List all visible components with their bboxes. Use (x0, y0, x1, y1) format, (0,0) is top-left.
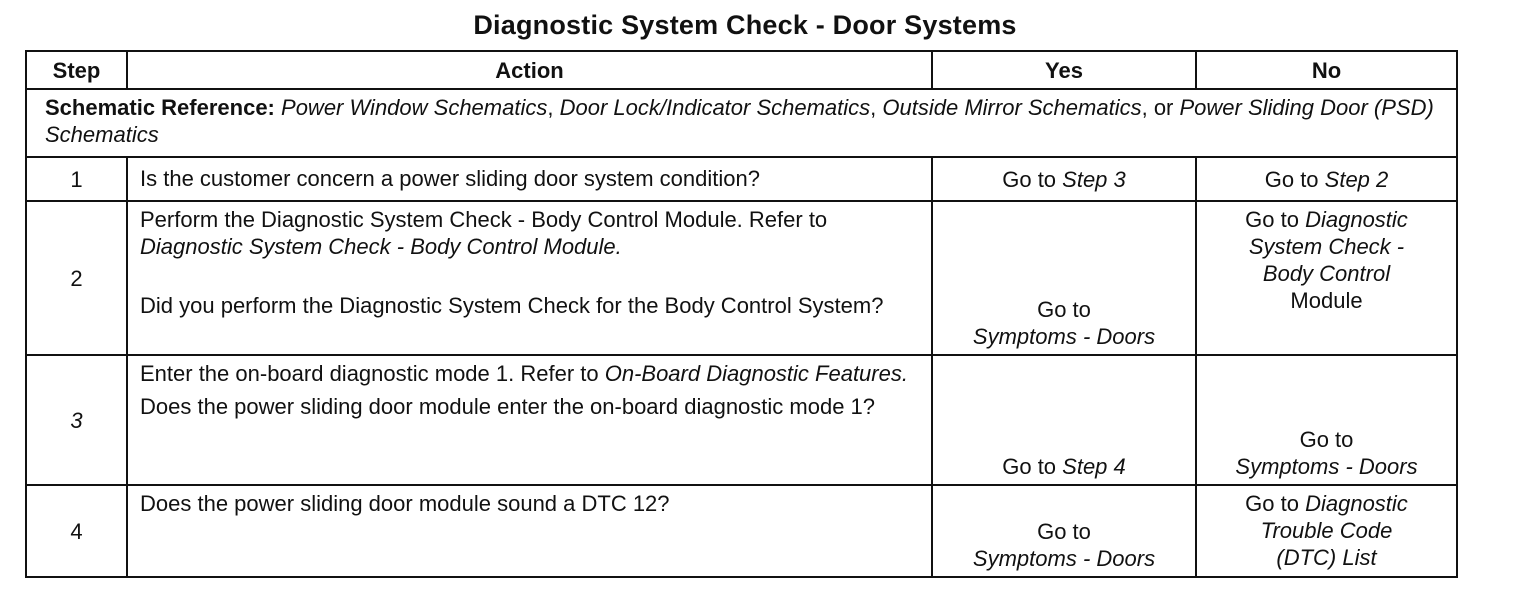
yes-cell (932, 157, 1196, 201)
no-cell (1196, 485, 1457, 577)
page-title: Diagnostic System Check - Door Systems (473, 10, 1017, 40)
yes-ref: Symptoms - Doors (972, 324, 1156, 349)
diagnostic-table (25, 50, 1458, 578)
no-suffix: Module (1290, 288, 1363, 313)
action-question: Did you perform the Diagnostic System Check for the Body Control System? (140, 293, 884, 318)
table-row (26, 201, 1457, 355)
action-ref: On-Board Diagnostic Features. (604, 361, 908, 386)
table-row (26, 355, 1457, 485)
schematic-sep: , (547, 95, 560, 120)
action-text: Is the customer concern a power sliding door system condition? (127, 157, 932, 201)
header-yes: Yes (932, 51, 1196, 89)
no-prefix: Go to (1264, 166, 1325, 192)
header-row (26, 51, 1457, 89)
action-cell (127, 355, 932, 485)
no-prefix: Go to (1245, 491, 1306, 516)
yes-ref: Symptoms - Doors (972, 546, 1156, 571)
action-text: Perform the Diagnostic System Check - Body Control Module. Refer to (140, 207, 828, 232)
no-cell (1196, 355, 1457, 485)
yes-ref: Step 3 (1062, 166, 1126, 192)
schematic-ref-outside-mirror: Outside Mirror Schematics (882, 95, 1142, 120)
no-cell (1196, 201, 1457, 355)
schematic-sep: , or (1141, 95, 1180, 120)
action-cell (127, 201, 932, 355)
spacer (140, 260, 919, 292)
yes-prefix: Go to (1002, 454, 1063, 479)
yes-cell (932, 355, 1196, 485)
table-row (26, 485, 1457, 577)
action-text: Enter the on-board diagnostic mode 1. Refer to (140, 361, 605, 386)
no-prefix: Go to (1299, 427, 1354, 452)
schematic-sep: , (870, 95, 883, 120)
no-cell (1196, 157, 1457, 201)
step-number: 2 (26, 201, 127, 355)
step-number: 3 (26, 355, 127, 485)
table-row (26, 157, 1457, 201)
header-no: No (1196, 51, 1457, 89)
yes-cell (932, 485, 1196, 577)
schematic-ref-power-window: Power Window Schematics (281, 95, 548, 120)
no-ref: Symptoms - Doors (1235, 454, 1418, 479)
yes-ref: Step 4 (1062, 454, 1126, 479)
header-action: Action (127, 51, 932, 89)
schematic-reference (26, 89, 1457, 157)
yes-cell (932, 201, 1196, 355)
step-number: 1 (26, 157, 127, 201)
no-ref: Step 2 (1324, 166, 1389, 192)
yes-prefix: Go to (1002, 166, 1063, 192)
action-ref: Diagnostic System Check - Body Control Module. (140, 234, 622, 259)
schematic-label: Schematic Reference: (45, 95, 275, 120)
yes-prefix: Go to (1037, 297, 1091, 322)
action-text: Does the power sliding door module sound a DTC 12? (127, 485, 932, 577)
schematic-ref-door-lock: Door Lock/Indicator Schematics (559, 95, 871, 120)
no-prefix: Go to (1245, 207, 1306, 232)
no-ref: Diagnostic System Check - Body Control (1248, 207, 1408, 286)
schematic-row (26, 89, 1457, 157)
schematic-ref-psd: Power Sliding Door (PSD) Schematics (45, 95, 1434, 147)
step-number: 4 (26, 485, 127, 577)
header-step: Step (26, 51, 127, 89)
yes-prefix: Go to (1037, 519, 1091, 544)
no-ref: Diagnostic Trouble Code (DTC) List (1260, 491, 1408, 570)
action-question: Does the power sliding door module enter the on-board diagnostic mode 1? (140, 394, 876, 419)
